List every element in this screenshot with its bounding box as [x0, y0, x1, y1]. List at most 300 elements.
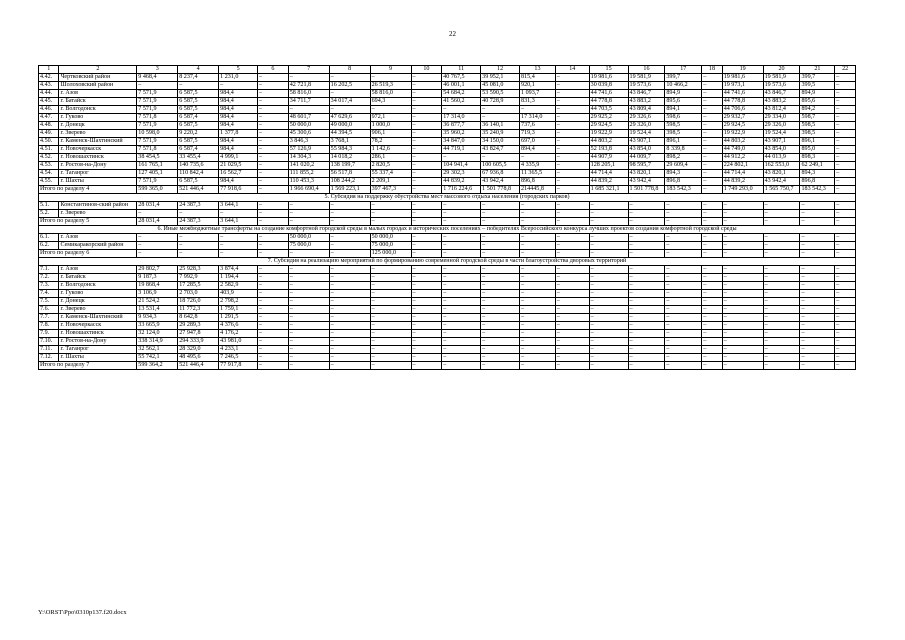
table-cell: –: [411, 234, 442, 242]
table-cell: –: [835, 90, 856, 98]
table-cell: 18 726,0: [178, 298, 219, 306]
table-cell: –: [329, 346, 370, 354]
table-cell: 398,5: [800, 130, 835, 138]
municipality-name: г. Новочеркасск: [59, 146, 137, 154]
table-cell: –: [835, 138, 856, 146]
table-cell: 984,4: [219, 178, 258, 186]
table-cell: –: [370, 266, 411, 274]
table-cell: 77 917,8: [219, 362, 258, 370]
table-cell: –: [589, 330, 628, 338]
table-cell: –: [411, 202, 442, 210]
table-cell: –: [628, 210, 665, 218]
table-cell: –: [722, 362, 763, 370]
table-cell: –: [555, 74, 589, 82]
table-cell: –: [370, 346, 411, 354]
table-cell: –: [628, 282, 665, 290]
table-cell: 7 571,8: [137, 146, 178, 154]
table-cell: –: [628, 266, 665, 274]
table-cell: 4 999,1: [219, 154, 258, 162]
table-cell: –: [411, 266, 442, 274]
municipality-name: г. Зверево: [59, 210, 137, 218]
table-cell: 1 000,0: [370, 122, 411, 130]
table-cell: –: [722, 266, 763, 274]
table-cell: –: [219, 242, 258, 250]
table-cell: –: [370, 322, 411, 330]
table-cell: –: [589, 234, 628, 242]
table-cell: –: [665, 234, 702, 242]
municipality-name: г. Волгодонск: [59, 106, 137, 114]
table-cell: –: [835, 202, 856, 210]
table-cell: –: [411, 314, 442, 322]
column-number: 12: [481, 66, 520, 74]
table-cell: 50 000,0: [288, 234, 329, 242]
table-cell: –: [722, 218, 763, 226]
table-cell: –: [288, 314, 329, 322]
table-cell: 3 846,3: [288, 138, 329, 146]
column-number: 14: [555, 66, 589, 74]
table-cell: –: [442, 354, 481, 362]
row-number: 7.3.: [39, 282, 59, 290]
table-cell: –: [555, 298, 589, 306]
table-cell: 43 942,4: [628, 178, 665, 186]
table-cell: –: [835, 330, 856, 338]
table-cell: –: [800, 218, 835, 226]
table-cell: –: [288, 338, 329, 346]
row-number: 4.49.: [39, 130, 59, 138]
table-cell: –: [258, 250, 289, 258]
table-cell: –: [137, 250, 178, 258]
table-cell: 294 333,9: [178, 338, 219, 346]
table-cell: –: [702, 74, 722, 82]
row-number: 7.7.: [39, 314, 59, 322]
table-cell: 1 093,7: [520, 90, 556, 98]
table-cell: 10 598,0: [137, 130, 178, 138]
table-cell: –: [481, 330, 520, 338]
table-cell: –: [628, 234, 665, 242]
table-cell: –: [329, 74, 370, 82]
table-cell: 831,3: [520, 98, 556, 106]
table-cell: –: [258, 162, 289, 170]
municipality-name: г. Шахты: [59, 354, 137, 362]
table-cell: 26 519,3: [370, 82, 411, 90]
table-cell: –: [481, 314, 520, 322]
table-cell: 7 571,9: [137, 138, 178, 146]
table-cell: 895,6: [800, 98, 835, 106]
table-cell: 33 455,4: [178, 154, 219, 162]
section-heading: 5. Субсидия на поддержку обустройства мест массового отдыха населения (городских парков): [39, 194, 856, 202]
table-cell: –: [800, 210, 835, 218]
table-cell: 17 285,5: [178, 282, 219, 290]
table-cell: –: [411, 130, 442, 138]
municipality-name: г. Каменск-Шахтинский: [59, 138, 137, 146]
municipality-name: г. Донецк: [59, 298, 137, 306]
table-cell: 78,2: [370, 138, 411, 146]
table-cell: –: [763, 234, 800, 242]
municipality-name: г. Каменск-Шахтинский: [59, 314, 137, 322]
table-cell: –: [555, 242, 589, 250]
table-cell: –: [329, 290, 370, 298]
table-cell: –: [370, 362, 411, 370]
table-cell: 40 767,5: [442, 74, 481, 82]
table-cell: 75 000,0: [370, 242, 411, 250]
table-cell: –: [589, 250, 628, 258]
table-cell: 338 314,9: [137, 338, 178, 346]
table-cell: –: [589, 346, 628, 354]
table-cell: –: [370, 218, 411, 226]
column-number: 2: [59, 66, 137, 74]
table-cell: –: [442, 338, 481, 346]
table-cell: –: [555, 346, 589, 354]
footer-file-path: Y:\ORST\Ppo\0310p137.f20.docx: [38, 609, 127, 616]
row-number: 4.45.: [39, 98, 59, 106]
table-cell: 32 562,1: [137, 346, 178, 354]
table-cell: 9 187,3: [137, 274, 178, 282]
table-cell: –: [329, 314, 370, 322]
table-cell: 44 703,5: [589, 106, 628, 114]
table-cell: –: [702, 266, 722, 274]
table-cell: 399,5: [800, 82, 835, 90]
table-cell: 1 565 750,7: [763, 186, 800, 194]
table-cell: –: [219, 234, 258, 242]
column-number: 9: [370, 66, 411, 74]
table-cell: 8 237,4: [178, 74, 219, 82]
table-cell: 598,6: [665, 114, 702, 122]
table-cell: –: [329, 330, 370, 338]
table-cell: –: [555, 338, 589, 346]
table-cell: 53 590,5: [481, 90, 520, 98]
table-cell: –: [520, 218, 556, 226]
table-cell: –: [520, 234, 556, 242]
table-cell: 47 629,6: [329, 114, 370, 122]
table-cell: 1 749 293,0: [722, 186, 763, 194]
table-cell: –: [555, 138, 589, 146]
table-cell: –: [442, 314, 481, 322]
table-cell: 29 289,3: [178, 322, 219, 330]
table-cell: 19 973,1: [722, 82, 763, 90]
table-cell: –: [442, 322, 481, 330]
table-cell: –: [800, 274, 835, 282]
table-cell: –: [329, 234, 370, 242]
table-cell: –: [411, 186, 442, 194]
table-cell: –: [800, 322, 835, 330]
table-row: [39, 170, 856, 178]
table-cell: 896,8: [665, 178, 702, 186]
table-cell: 403,9: [219, 290, 258, 298]
table-cell: 28 329,0: [178, 346, 219, 354]
table-cell: –: [370, 290, 411, 298]
table-cell: 45 081,0: [481, 82, 520, 90]
table-cell: –: [763, 290, 800, 298]
budget-allocation-table: [38, 65, 856, 370]
table-cell: –: [702, 178, 722, 186]
table-cell: –: [589, 266, 628, 274]
table-cell: –: [763, 266, 800, 274]
municipality-name: г. Ростов-на-Дону: [59, 162, 137, 170]
municipality-name: г. Новошахтинск: [59, 154, 137, 162]
table-cell: –: [800, 362, 835, 370]
municipality-name: г. Азов: [59, 90, 137, 98]
section-heading: 7. Субсидия на реализацию мероприятий по формированию современной городской среды в части благоустройства дворовых территорий: [39, 258, 856, 266]
table-cell: 894,4: [520, 146, 556, 154]
table-cell: –: [589, 274, 628, 282]
table-cell: –: [481, 306, 520, 314]
table-cell: 8 642,8: [178, 314, 219, 322]
table-cell: –: [702, 130, 722, 138]
table-cell: 138 199,7: [329, 162, 370, 170]
column-number: 17: [665, 66, 702, 74]
table-cell: 14 304,3: [288, 154, 329, 162]
table-cell: –: [763, 314, 800, 322]
table-cell: –: [288, 202, 329, 210]
table-cell: 161 765,1: [137, 162, 178, 170]
table-cell: 1 685 321,1: [589, 186, 628, 194]
table-cell: –: [520, 274, 556, 282]
table-cell: 896,8: [800, 178, 835, 186]
table-row: [39, 322, 856, 330]
table-cell: –: [835, 274, 856, 282]
row-number: 5.2.: [39, 210, 59, 218]
table-cell: –: [258, 354, 289, 362]
table-cell: –: [481, 322, 520, 330]
table-row: [39, 330, 856, 338]
table-row: [39, 106, 856, 114]
table-cell: –: [835, 146, 856, 154]
row-number: 4.48.: [39, 122, 59, 130]
table-cell: 19 922,9: [722, 130, 763, 138]
table-cell: –: [555, 146, 589, 154]
table-cell: –: [411, 242, 442, 250]
table-cell: –: [835, 338, 856, 346]
table-cell: –: [329, 354, 370, 362]
row-number: 7.2.: [39, 274, 59, 282]
table-cell: 29 302,3: [442, 170, 481, 178]
table-cell: 2 703,0: [178, 290, 219, 298]
table-cell: –: [442, 274, 481, 282]
municipality-name: г. Ростов-на-Дону: [59, 338, 137, 346]
table-cell: 19 981,6: [589, 74, 628, 82]
table-cell: 44 803,2: [722, 138, 763, 146]
table-cell: –: [219, 250, 258, 258]
table-cell: –: [219, 82, 258, 90]
table-cell: 2 582,9: [219, 282, 258, 290]
table-cell: 111 855,2: [288, 170, 329, 178]
table-cell: –: [555, 266, 589, 274]
table-cell: –: [702, 170, 722, 178]
table-cell: –: [589, 290, 628, 298]
table-cell: –: [520, 306, 556, 314]
section-total-row: [39, 250, 856, 258]
column-number: 16: [628, 66, 665, 74]
table-cell: 183 542,3: [665, 186, 702, 194]
table-cell: –: [835, 162, 856, 170]
table-cell: –: [800, 354, 835, 362]
table-cell: –: [258, 114, 289, 122]
table-cell: 4 376,6: [219, 322, 258, 330]
table-cell: –: [370, 274, 411, 282]
table-cell: 9 934,3: [137, 314, 178, 322]
table-cell: 1 291,5: [219, 314, 258, 322]
table-cell: 2 820,5: [370, 162, 411, 170]
row-number: 4.47.: [39, 114, 59, 122]
table-row: [39, 354, 856, 362]
table-cell: 50 000,0: [288, 122, 329, 130]
table-cell: –: [763, 202, 800, 210]
table-cell: 29 925,2: [589, 114, 628, 122]
table-cell: –: [288, 250, 329, 258]
municipality-name: г. Батайск: [59, 98, 137, 106]
table-cell: –: [481, 242, 520, 250]
table-cell: –: [835, 210, 856, 218]
table-cell: 984,4: [219, 106, 258, 114]
total-label: Итого по разделу 4: [39, 186, 137, 194]
total-label: Итого по разделу 6: [39, 250, 137, 258]
table-cell: –: [288, 282, 329, 290]
table-cell: –: [800, 330, 835, 338]
table-cell: –: [258, 346, 289, 354]
table-cell: 49 000,0: [329, 122, 370, 130]
column-number: 11: [442, 66, 481, 74]
table-cell: 43 824,7: [481, 146, 520, 154]
table-cell: –: [763, 210, 800, 218]
table-row: [39, 74, 856, 82]
table-cell: –: [178, 242, 219, 250]
table-cell: –: [665, 202, 702, 210]
table-cell: –: [481, 218, 520, 226]
table-cell: 34 711,7: [288, 98, 329, 106]
table-cell: –: [835, 346, 856, 354]
table-cell: –: [258, 314, 289, 322]
table-cell: –: [258, 298, 289, 306]
row-number: 7.1.: [39, 266, 59, 274]
table-cell: –: [665, 306, 702, 314]
table-cell: –: [178, 210, 219, 218]
table-cell: –: [481, 274, 520, 282]
table-cell: –: [137, 242, 178, 250]
table-cell: –: [520, 282, 556, 290]
table-cell: –: [442, 330, 481, 338]
table-cell: –: [555, 186, 589, 194]
table-cell: –: [411, 290, 442, 298]
table-cell: 54 684,2: [442, 90, 481, 98]
table-cell: 3 106,9: [137, 290, 178, 298]
table-cell: –: [835, 290, 856, 298]
table-cell: –: [442, 346, 481, 354]
table-cell: 896,1: [800, 138, 835, 146]
table-cell: –: [555, 82, 589, 90]
table-cell: –: [137, 210, 178, 218]
table-cell: –: [411, 250, 442, 258]
table-cell: –: [481, 154, 520, 162]
table-cell: –: [329, 250, 370, 258]
table-cell: 19 581,9: [628, 74, 665, 82]
table-cell: –: [481, 346, 520, 354]
table-cell: –: [628, 330, 665, 338]
table-cell: –: [137, 82, 178, 90]
table-cell: –: [665, 354, 702, 362]
table-cell: –: [800, 314, 835, 322]
table-cell: –: [555, 218, 589, 226]
table-cell: –: [442, 298, 481, 306]
table-cell: 28 031,4: [137, 218, 178, 226]
table-cell: 44 778,8: [589, 98, 628, 106]
municipality-name: г. Зверево: [59, 306, 137, 314]
column-number: 19: [722, 66, 763, 74]
table-row: [39, 98, 856, 106]
table-cell: –: [800, 242, 835, 250]
row-number: 7.5.: [39, 298, 59, 306]
table-cell: 162 553,0: [763, 162, 800, 170]
table-cell: –: [442, 234, 481, 242]
table-cell: –: [800, 346, 835, 354]
table-cell: 44 839,2: [722, 178, 763, 186]
table-cell: –: [722, 210, 763, 218]
table-cell: 110 453,3: [288, 178, 329, 186]
table-cell: –: [722, 314, 763, 322]
table-cell: –: [800, 290, 835, 298]
table-cell: –: [628, 346, 665, 354]
table-cell: 19 581,9: [763, 74, 800, 82]
table-cell: 598,7: [800, 114, 835, 122]
table-cell: –: [288, 330, 329, 338]
table-cell: –: [442, 154, 481, 162]
table-cell: –: [555, 330, 589, 338]
table-cell: –: [442, 210, 481, 218]
table-cell: 44 778,8: [722, 98, 763, 106]
table-cell: 110 842,4: [178, 170, 219, 178]
table-cell: 62 249,1: [800, 162, 835, 170]
table-row: [39, 306, 856, 314]
table-cell: –: [481, 114, 520, 122]
table-cell: –: [665, 210, 702, 218]
table-cell: –: [288, 322, 329, 330]
table-cell: 598,5: [665, 122, 702, 130]
table-cell: 108 244,2: [329, 178, 370, 186]
table-cell: –: [702, 330, 722, 338]
table-cell: –: [702, 82, 722, 90]
table-cell: –: [555, 154, 589, 162]
table-cell: –: [178, 82, 219, 90]
table-cell: –: [555, 290, 589, 298]
column-number: 1: [39, 66, 59, 74]
table-cell: –: [800, 298, 835, 306]
table-cell: 906,1: [370, 130, 411, 138]
table-cell: –: [258, 322, 289, 330]
table-cell: 29 326,0: [628, 122, 665, 130]
table-cell: 43 809,4: [628, 106, 665, 114]
table-row: [39, 202, 856, 210]
table-cell: 7 571,8: [137, 114, 178, 122]
table-cell: –: [835, 266, 856, 274]
table-cell: –: [589, 242, 628, 250]
table-cell: –: [835, 114, 856, 122]
table-cell: 183 542,3: [800, 186, 835, 194]
table-cell: –: [702, 234, 722, 242]
table-cell: –: [258, 218, 289, 226]
table-cell: –: [442, 202, 481, 210]
table-row: [39, 154, 856, 162]
table-cell: –: [800, 266, 835, 274]
table-cell: –: [370, 202, 411, 210]
table-cell: –: [722, 354, 763, 362]
table-cell: –: [411, 98, 442, 106]
table-cell: 10 466,2: [665, 82, 702, 90]
row-number: 4.52.: [39, 154, 59, 162]
table-cell: –: [411, 330, 442, 338]
table-cell: 44 013,9: [763, 154, 800, 162]
table-cell: 1 716 224,6: [442, 186, 481, 194]
table-cell: –: [520, 154, 556, 162]
table-cell: 6 587,5: [178, 90, 219, 98]
